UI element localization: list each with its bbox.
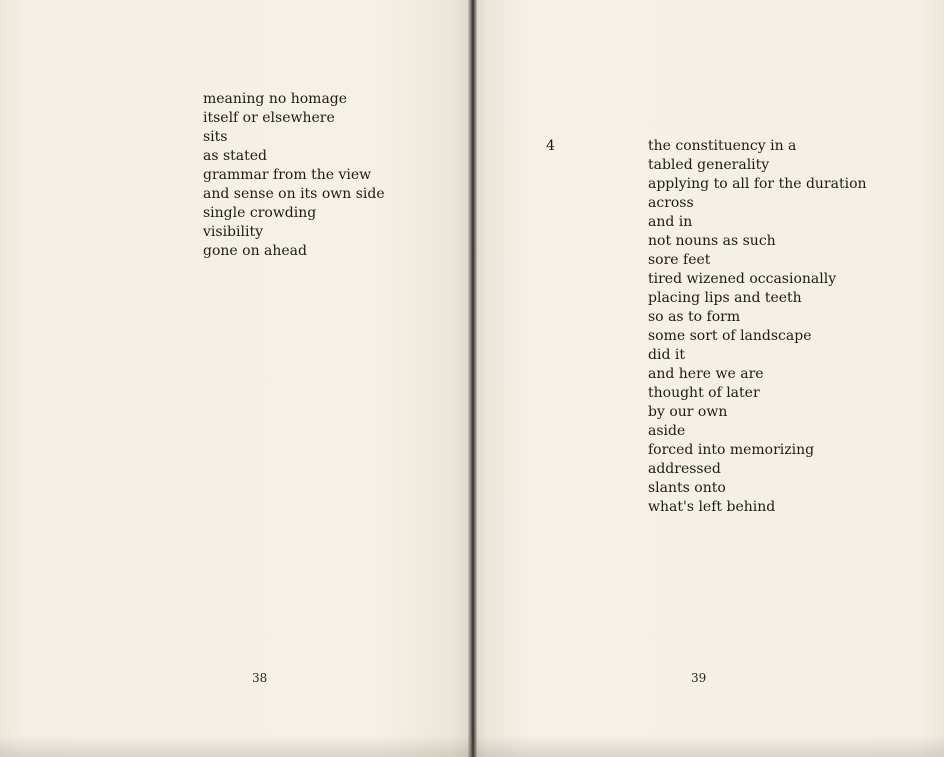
poem-line: placing lips and teeth xyxy=(648,290,802,306)
poem-line: what's left behind xyxy=(648,499,776,515)
right-page xyxy=(472,0,944,757)
poem-line: across xyxy=(648,195,694,211)
poem-line: not nouns as such xyxy=(648,233,776,249)
poem-line: and here we are xyxy=(648,366,764,382)
poem-line: tired wizened occasionally xyxy=(648,271,837,287)
poem-line: by our own xyxy=(648,404,728,420)
poem-line: single crowding xyxy=(203,205,317,221)
left-poem xyxy=(203,90,385,261)
poem-line: did it xyxy=(648,347,685,363)
poem-line: the constituency in a xyxy=(648,138,797,154)
book-gutter xyxy=(468,0,477,757)
poem-line: applying to all for the duration xyxy=(648,176,867,192)
page-number-right: 39 xyxy=(691,671,707,685)
poem-line: forced into memorizing xyxy=(648,442,815,458)
page-number-left: 38 xyxy=(252,671,268,685)
poem-line: gone on ahead xyxy=(203,243,307,259)
poem-line: visibility xyxy=(203,224,263,240)
poem-line: meaning no homage xyxy=(203,91,348,107)
page-edge-shadow xyxy=(0,735,944,757)
poem-line: tabled generality xyxy=(648,157,770,173)
poem-line: sore feet xyxy=(648,252,711,268)
poem-line: sits xyxy=(203,129,228,145)
poem-line: as stated xyxy=(203,148,268,164)
poem-line: addressed xyxy=(648,461,721,477)
right-poem xyxy=(648,137,867,517)
poem-line: aside xyxy=(648,423,686,439)
poem-line: some sort of landscape xyxy=(648,328,812,344)
poem-line: and sense on its own side xyxy=(203,186,385,202)
section-number: 4 xyxy=(546,138,555,154)
poem-line: itself or elsewhere xyxy=(203,110,335,126)
poem-line: grammar from the view xyxy=(203,167,372,183)
poem-line: so as to form xyxy=(648,309,741,325)
poem-line: thought of later xyxy=(648,385,760,401)
poem-line: slants onto xyxy=(648,480,726,496)
poem-line: and in xyxy=(648,214,693,230)
